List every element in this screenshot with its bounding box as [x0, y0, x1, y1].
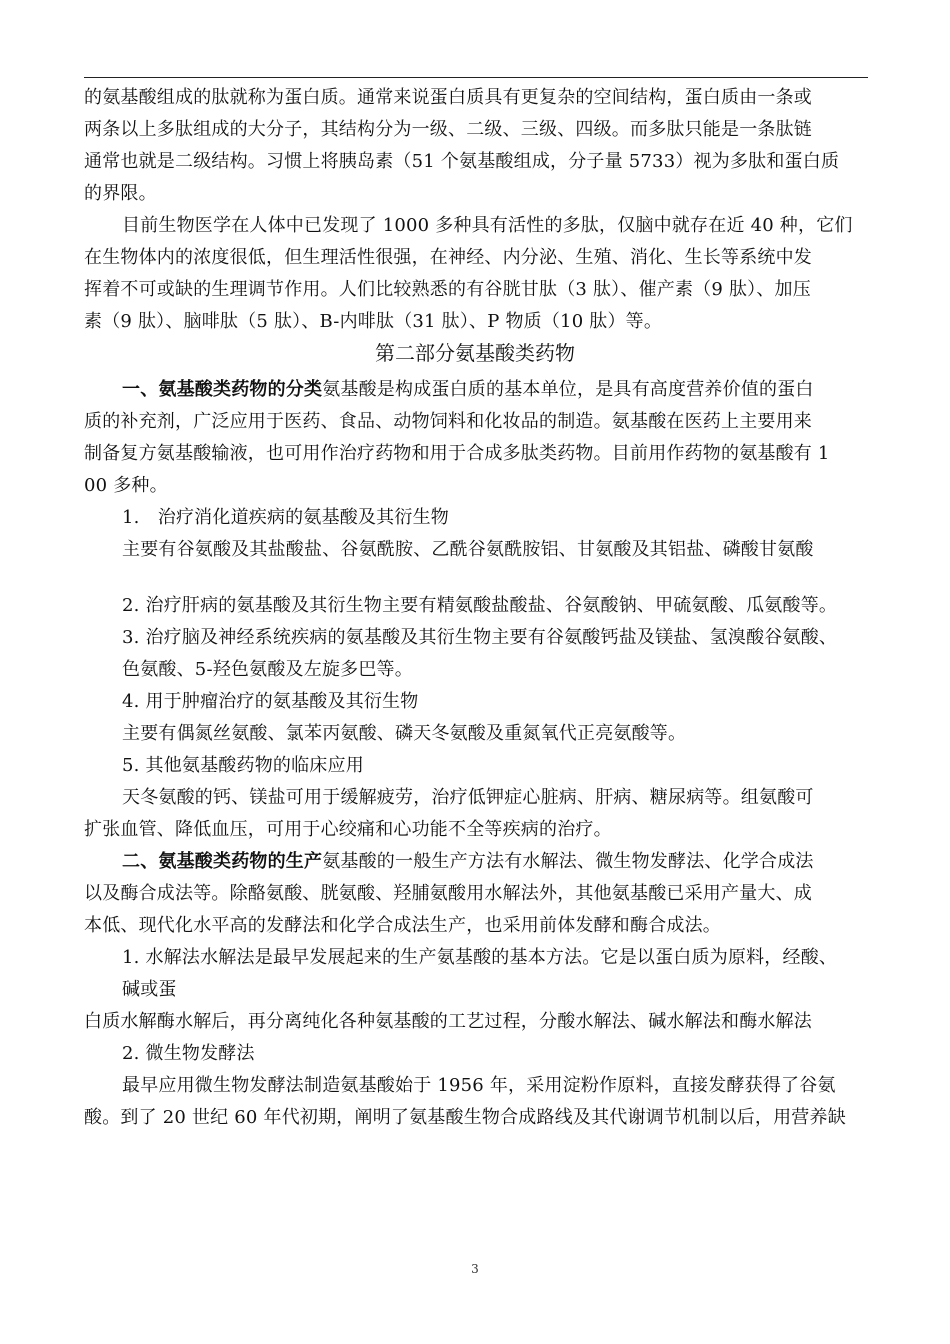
list-item-text: 天冬氨酸的钙、镁盐可用于缓解疲劳，治疗低钾症心脏病、肝病、糖尿病等。组氨酸可 [122, 787, 814, 808]
body-line: 制备复方氨基酸输液，也可用作治疗药物和用于合成多肽类药物。目前用作药物的氨基酸有 1 [84, 443, 830, 464]
list-item-text: 色氨酸、5-羟色氨酸及左旋多巴等。 [122, 659, 413, 680]
list-item-text: 扩张血管、降低血压，可用于心绞痛和心功能不全等疾病的治疗。 [84, 819, 612, 840]
body-line: 最早应用微生物发酵法制造氨基酸始于 1956 年，采用淀粉作原料，直接发酵获得了谷氨 [122, 1075, 836, 1096]
body-line: 在生物体内的浓度很低，但生理活性很强，在神经、内分泌、生殖、消化、生长等系统中发 [84, 247, 812, 268]
page-number: 3 [471, 1262, 479, 1276]
body-line: 的界限。 [84, 183, 157, 204]
body-line: 通常也就是二级结构。习惯上将胰岛素（51 个氨基酸组成，分子量 5733）视为多肽和蛋白质 [84, 151, 840, 172]
body-line: 两条以上多肽组成的大分子，其结构分为一级、二级、三级、四级。而多肽只能是一条肽链 [84, 119, 812, 140]
list-item: 1. 治疗消化道疾病的氨基酸及其衍生物 [122, 507, 449, 528]
list-item-text: 碱或蛋 [122, 979, 177, 1000]
paragraph-line [122, 850, 814, 874]
body-line: 本低、现代化水平高的发酵法和化学合成法生产，也采用前体发酵和酶合成法。 [84, 915, 721, 936]
body-line: 以及酶合成法等。除酪氨酸、胱氨酸、羟脯氨酸用水解法外，其他氨基酸已采用产量大、成 [84, 883, 812, 904]
body-line: 挥着不可或缺的生理调节作用。人们比较熟悉的有谷胱甘肽（3 肽）、催产素（9 肽）、加压 [84, 279, 811, 300]
list-item: 2. 微生物发酵法 [122, 1043, 255, 1064]
header-rule [84, 77, 868, 78]
list-item: 2. 治疗肝病的氨基酸及其衍生物主要有精氨酸盐酸盐、谷氨酸钠、甲硫氨酸、瓜氨酸等。 [122, 595, 838, 616]
list-item: 3. 治疗脑及神经系统疾病的氨基酸及其衍生物主要有谷氨酸钙盐及镁盐、氢溴酸谷氨酸、 [122, 627, 838, 648]
paragraph-text: 氨基酸的一般生产方法有水解法、微生物发酵法、化学合成法 [322, 851, 814, 872]
subsection-heading: 一、氨基酸类药物的分类 [122, 379, 323, 400]
paragraph-line [122, 378, 814, 402]
body-line: 白质水解酶水解后，再分离纯化各种氨基酸的工艺过程，分酸水解法、碱水解法和酶水解法 [84, 1011, 812, 1032]
list-item: 1. 水解法水解法是最早发展起来的生产氨基酸的基本方法。它是以蛋白质为原料，经酸、 [122, 947, 838, 968]
body-line: 目前生物医学在人体中已发现了 1000 多种具有活性的多肽，仅脑中就存在近 40 种，它们 [122, 215, 853, 236]
section-title: 第二部分氨基酸类药物 [375, 341, 575, 365]
list-item-text: 主要有偶氮丝氨酸、氯苯丙氨酸、磷天冬氨酸及重氮氧代正亮氨酸等。 [122, 723, 687, 744]
list-item: 5. 其他氨基酸药物的临床应用 [122, 755, 364, 776]
list-item-text: 主要有谷氨酸及其盐酸盐、谷氨酰胺、乙酰谷氨酰胺铝、甘氨酸及其铝盐、磷酸甘氨酸 [122, 539, 814, 560]
list-item: 4. 用于肿瘤治疗的氨基酸及其衍生物 [122, 691, 419, 712]
body-line: 的氨基酸组成的肽就称为蛋白质。通常来说蛋白质具有更复杂的空间结构，蛋白质由一条或 [84, 87, 812, 108]
body-line: 素（9 肽）、脑啡肽（5 肽）、B-内啡肽（31 肽）、P 物质（10 肽）等。 [84, 311, 663, 332]
body-line: 质的补充剂，广泛应用于医药、食品、动物饲料和化妆品的制造。氨基酸在医药上主要用来 [84, 411, 812, 432]
body-line: 00 多种。 [84, 475, 168, 496]
body-line: 酸。到了 20 世纪 60 年代初期，阐明了氨基酸生物合成路线及其代谢调节机制以后，用营养缺 [84, 1107, 846, 1128]
paragraph-text: 氨基酸是构成蛋白质的基本单位，是具有高度营养价值的蛋白 [322, 379, 814, 400]
subsection-heading: 二、氨基酸类药物的生产 [122, 851, 323, 872]
